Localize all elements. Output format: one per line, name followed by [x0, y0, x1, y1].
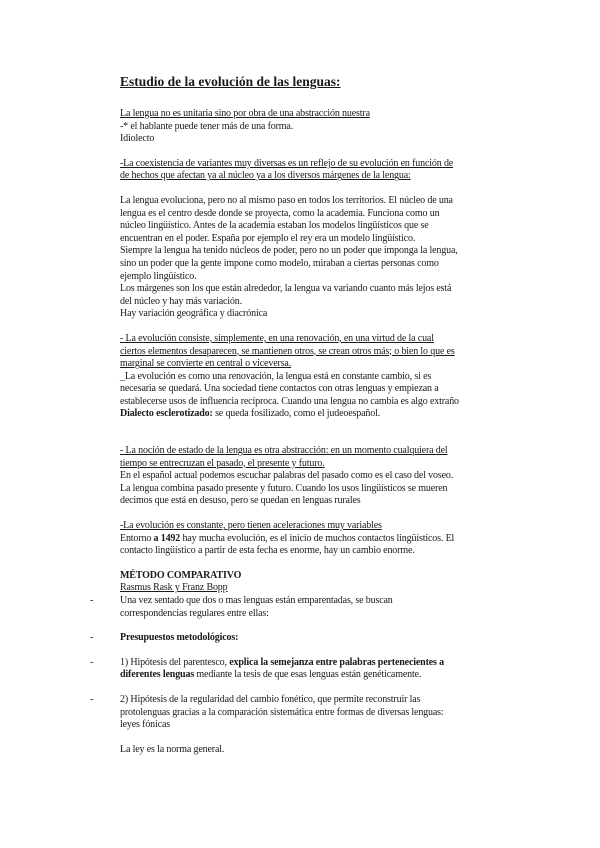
- text-line: Los márgenes son los que están alrededor, la lengua va variando cuanto más lejos está: [120, 283, 452, 295]
- text-line: leyes fónicas: [120, 719, 170, 731]
- section-heading: -La evolución es constante, pero tienen aceleraciones muy variables: [120, 520, 382, 532]
- text-line: del núcleo y hay más variación.: [120, 295, 242, 307]
- document-title: Estudio de la evolución de las lenguas:: [120, 74, 341, 89]
- text-line: _La evolución es como una renovación, la lengua está en constante cambio, si es: [120, 370, 432, 382]
- bullet-dash: -: [90, 595, 94, 606]
- document-body: [90, 74, 508, 756]
- text-line: lengua es el centro desde donde se proyecta, como la academia. Funciona como un: [120, 207, 440, 219]
- text-line: La lengua evoluciona, pero no al mismo paso en todos los territorios. El núcleo de una: [120, 194, 453, 206]
- text-line: núcleo lingüístico. Antes de la academia estaban los modelos lingüísticos que se: [120, 220, 429, 232]
- text-line: ejemplo lingüístico.: [120, 270, 197, 282]
- text-fragment: Entorno: [120, 532, 154, 544]
- bullet-dash: -: [90, 656, 94, 668]
- text-line: encuentran en el poder. España por ejemplo el rey era un modelo lingüístico.: [120, 232, 416, 244]
- text-line: [120, 657, 508, 670]
- list-item: [90, 632, 508, 645]
- section-heading: de hechos que afectan ya al núcleo ya a los diversos márgenes de la lengua:: [120, 170, 411, 182]
- text-fragment: se queda fosilizado, como el judeoespañol.: [212, 408, 381, 420]
- bullet-dash: -: [90, 693, 94, 705]
- text-line: Siempre la lengua ha tenido núcleos de poder, pero no un poder que imponga la lengua,: [120, 245, 458, 257]
- text-line: [120, 669, 508, 682]
- section-heading: - La noción de estado de la lengua es otra abstracción: en un momento cualquiera del: [120, 445, 448, 457]
- text-line: protolenguas gracias a la comparación sistemática entre formas de diversas lenguas:: [120, 706, 444, 718]
- metodo-authors: Rasmus Rask y Franz Bopp: [120, 582, 228, 594]
- text-fragment: mediante la tesis de que esas lenguas están genéticamente.: [194, 669, 422, 681]
- list-item: [90, 693, 508, 732]
- section-heading: ciertos elementos desaparecen, se mantienen otros, se crean otros más; o bien lo que es: [120, 345, 455, 357]
- text-line: [120, 533, 508, 546]
- text-line: La lengua combina pasado presente y futuro. Cuando los usos lingüísticos se mueren: [120, 482, 448, 494]
- text-line: Idiolecto: [120, 133, 155, 145]
- text-line: En el español actual podemos escuchar palabras del pasado como es el caso del voseo.: [120, 470, 454, 482]
- section-heading: - La evolución consiste, simplemente, en una renovación, en una virtud de la cual: [120, 332, 434, 344]
- section-heading: La lengua no es unitaria sino por obra de una abstracción nuestra: [120, 108, 370, 119]
- text-line: Hay variación geográfica y diacrónica: [120, 308, 268, 320]
- bold-fragment: diferentes lenguas: [120, 669, 195, 681]
- date-1492: a 1492: [153, 532, 181, 544]
- section-heading: tiempo se entrecruzan el pasado, el presente y futuro.: [120, 457, 325, 469]
- list-item: [90, 656, 508, 682]
- text-line: -* el hablante puede tener más de una forma.: [120, 120, 294, 132]
- text-line: decimos que está en desuso, pero se quedan en lenguas rurales: [120, 495, 361, 507]
- section-heading: -La coexistencia de variantes muy diversas es un reflejo de su evolución en función de: [120, 157, 454, 169]
- text-line: [120, 408, 508, 421]
- list-item: [90, 595, 508, 620]
- term-dialecto-esclerotizado: Dialecto esclerotizado:: [120, 408, 213, 420]
- bullet-dash: -: [90, 632, 94, 644]
- text-fragment: 1) Hipótesis del parentesco,: [120, 656, 230, 668]
- text-line: sino un poder que la gente impone como modelo, miraban a ciertas personas como: [120, 257, 439, 269]
- metodo-heading: MÉTODO COMPARATIVO: [120, 569, 242, 581]
- text-line: La ley es la norma general.: [120, 743, 225, 755]
- presupuestos-heading: Presupuestos metodológicos:: [120, 632, 239, 644]
- text-line: necesaria se quedará. Una sociedad tiene contactos con otras lenguas y empiezan a: [120, 383, 439, 395]
- text-fragment: hay mucha evolución, es el inicio de muchos contactos lingüísticos. El: [180, 532, 455, 544]
- section-heading: marginal se convierte en central o viceversa.: [120, 358, 292, 370]
- bold-fragment: explica la semejanza entre palabras pertenecientes a: [229, 656, 444, 668]
- text-line: 2) Hipótesis de la regularidad del cambio fonético, que permite reconstruir las: [120, 693, 421, 705]
- text-line: establecerse usos de influencia recíproca. Cuando una lengua no cambia es algo extraño: [120, 395, 459, 407]
- text-line: correspondencias regulares entre ellas:: [120, 607, 269, 619]
- text-line: Una vez sentado que dos o mas lenguas están emparentadas, se buscan: [120, 595, 393, 606]
- text-line: contacto lingüístico a partir de esta fecha es enorme, hay un cambio enorme.: [120, 545, 415, 557]
